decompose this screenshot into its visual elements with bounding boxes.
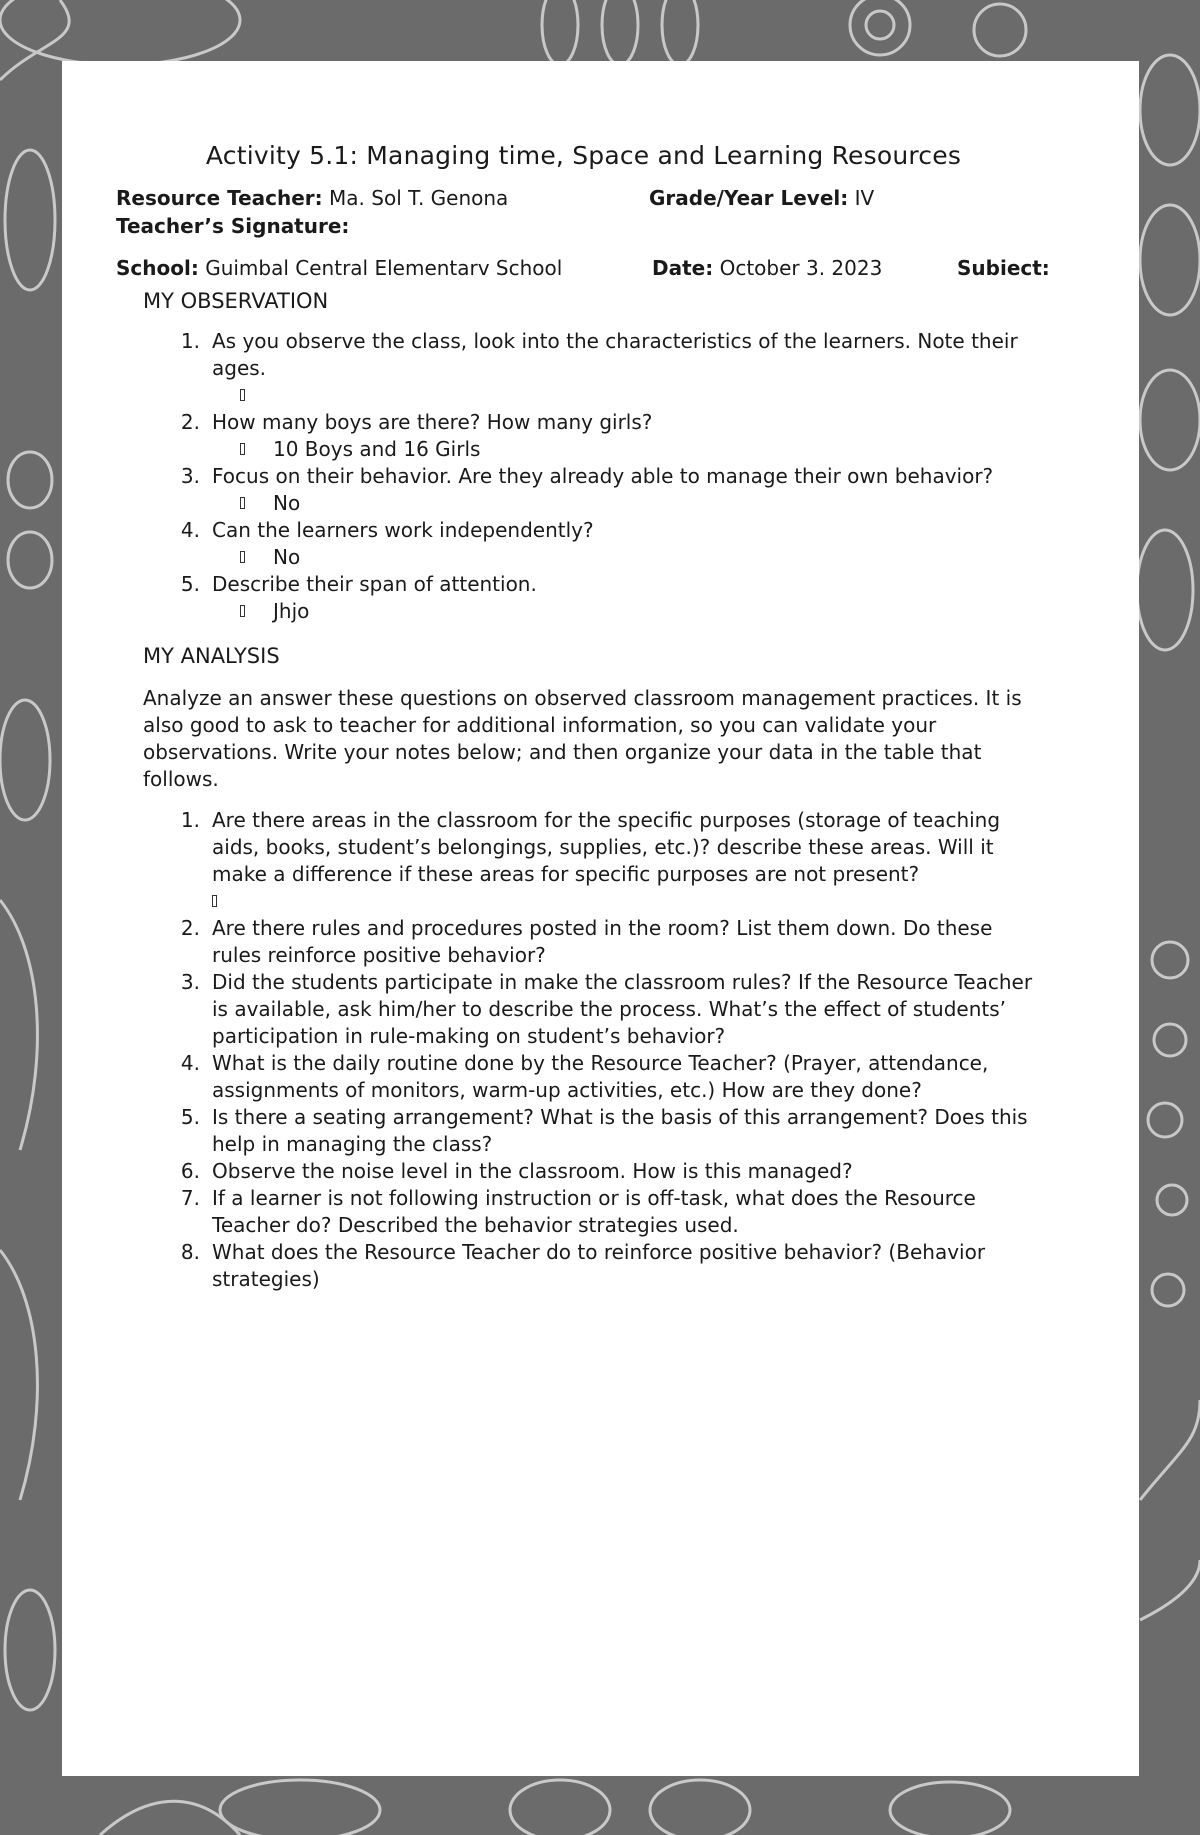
analysis-question-7: 7. If a learner is not following instruction or is off-task, what does the Resource Teacher do? Described the behavior strategies used. bbox=[180, 1186, 976, 1237]
analysis-intro: Analyze an answer these questions on observed classroom management practices. It is also good to ask to teacher for additional information, so you can validate your observations. Write your notes below; and then organize your data in the table that follows. bbox=[143, 686, 1022, 791]
school-row bbox=[116, 254, 1116, 282]
analysis-question-6: 6. Observe the noise level in the classroom. How is this managed? bbox=[180, 1159, 853, 1183]
analysis-heading: MY ANALYSIS bbox=[143, 644, 280, 668]
answer-bullet-icon bbox=[212, 895, 217, 907]
school-label: School: bbox=[116, 256, 199, 280]
analysis-question-2: 2. Are there rules and procedures posted in the room? List them down. Do these rules reinforce positive behavior? bbox=[180, 916, 993, 967]
observation-answer-3: No bbox=[116, 490, 1116, 517]
observation-answer-5: Jhjo bbox=[116, 598, 1116, 625]
answer-bullet-icon bbox=[240, 605, 245, 617]
document-content bbox=[116, 141, 1116, 1293]
analysis-question-8: 8. What does the Resource Teacher do to reinforce positive behavior? (Behavior strategies) bbox=[180, 1240, 986, 1291]
answer-bullet-icon bbox=[240, 497, 245, 509]
observation-heading: MY OBSERVATION bbox=[143, 289, 329, 313]
analysis-question-1: 1. Are there areas in the classroom for the specific purposes (storage of teaching aids, books, student’s belongings, supplies, etc.)? describe these areas. Will it make a difference if these areas for specific purposes are not present? bbox=[116, 807, 1044, 907]
observation-question-4: 4. Can the learners work independently? bbox=[180, 518, 594, 542]
page-title: Activity 5.1: Managing time, Space and Learning Resources bbox=[205, 141, 962, 170]
observation-question-2: 2. How many boys are there? How many girls? bbox=[180, 410, 653, 434]
school-value: Guimbal Central Elementarv School bbox=[205, 256, 563, 280]
observation-answer-4: No bbox=[116, 544, 1116, 571]
date-value: October 3. 2023 bbox=[719, 256, 883, 280]
signature-row bbox=[116, 212, 1116, 240]
analysis-question-3: 3. Did the students participate in make the classroom rules? If the Resource Teacher is available, ask him/her to describe the process. What’s the effect of students’ participation in rule-making on student’s behavior? bbox=[180, 970, 1033, 1048]
date-label: Date: bbox=[652, 256, 714, 280]
signature-label: Teacher’s Signature: bbox=[116, 214, 350, 238]
answer-bullet-icon bbox=[240, 551, 245, 563]
document-page bbox=[62, 61, 1139, 1776]
answer-bullet-icon bbox=[240, 389, 245, 401]
analysis-list bbox=[116, 807, 1116, 1293]
grade-level-label: Grade/Year Level: bbox=[649, 186, 849, 210]
resource-teacher-value: Ma. Sol T. Genona bbox=[329, 186, 509, 210]
resource-teacher-label: Resource Teacher: bbox=[116, 186, 323, 210]
subject-label: Subiect: bbox=[957, 256, 1050, 280]
observation-list bbox=[116, 328, 1116, 625]
grade-level-value: IV bbox=[854, 186, 875, 210]
observation-question-5: 5. Describe their span of attention. bbox=[180, 572, 537, 596]
observation-question-1: 1. As you observe the class, look into the characteristics of the learners. Note their ages. bbox=[180, 329, 1018, 380]
answer-bullet-icon bbox=[240, 443, 245, 455]
observation-answer-2: 10 Boys and 16 Girls bbox=[116, 436, 1116, 463]
observation-answer-1 bbox=[116, 382, 1116, 409]
observation-question-3: 3. Focus on their behavior. Are they already able to manage their own behavior? bbox=[180, 464, 994, 488]
analysis-question-5: 5. Is there a seating arrangement? What is the basis of this arrangement? Does this help in managing the class? bbox=[180, 1105, 1028, 1156]
resource-teacher-row bbox=[116, 184, 1116, 212]
analysis-question-4: 4. What is the daily routine done by the Resource Teacher? (Prayer, attendance, assignments of monitors, warm-up activities, etc.) How are they done? bbox=[180, 1051, 989, 1102]
